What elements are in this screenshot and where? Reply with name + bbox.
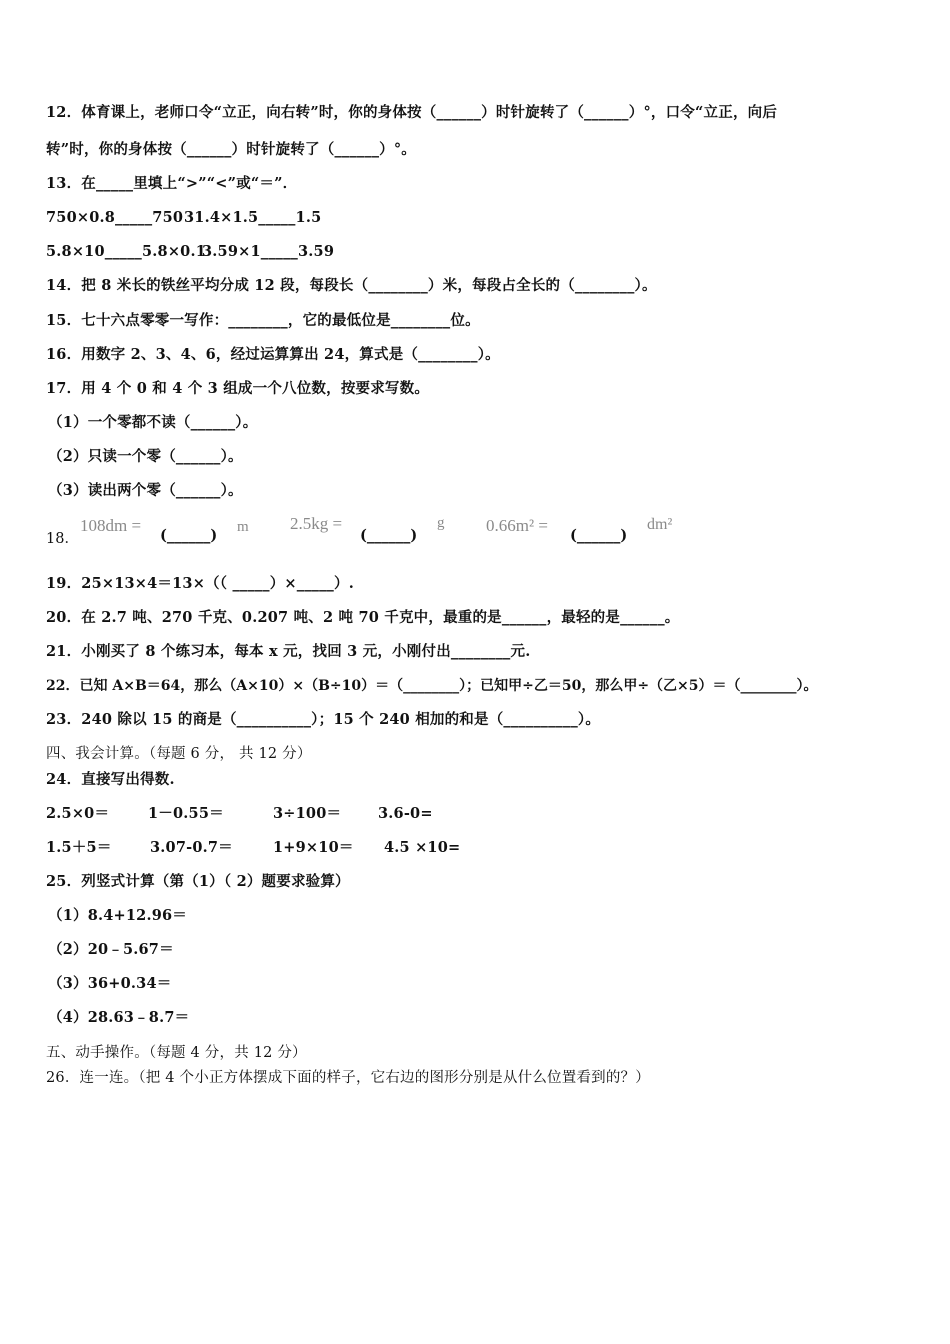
- calc-item: 1+9×10＝: [273, 839, 354, 856]
- calc-item: 3÷100＝: [273, 805, 342, 822]
- question-13: 13．在_____里填上“>”“<”或“＝”．: [46, 175, 298, 192]
- question-18-number: 18．: [46, 531, 79, 547]
- question-17: 17．用 4 个 0 和 4 个 3 组成一个八位数，按要求写数。: [46, 380, 430, 397]
- unit-label: dm²: [647, 516, 673, 533]
- calc-item: 3.6-0=: [378, 805, 433, 822]
- compare-item: 5.8×10_____5.8×0.1: [46, 243, 207, 260]
- question-15: 15．七十六点零零一写作：________，它的最低位是________位。: [46, 312, 480, 329]
- question-25: 25．列竖式计算（第（1）（ 2）题要求验算）: [46, 873, 350, 890]
- answer-blank: (______): [570, 527, 628, 544]
- calc-item: 4.5 ×10=: [384, 839, 461, 856]
- question-19: 19．25×13×4＝13×（（ _____）×_____）.: [46, 575, 354, 592]
- question-17-part-3: （3）读出两个零（______）。: [48, 482, 243, 499]
- question-22: 22．已知 A×B＝64，那么（A×10）×（B÷10）＝（________）；已知甲÷乙＝50，那么甲÷（乙×5）＝（________）。: [46, 678, 818, 694]
- unit-label: m: [237, 519, 249, 535]
- question-25-part-3: （3）36+0.34＝: [48, 975, 172, 992]
- compare-item: 31.4×1.5_____1.5: [184, 209, 322, 226]
- question-21: 21．小刚买了 8 个练习本，每本 x 元，找回 3 元，小刚付出________元.: [46, 643, 531, 660]
- calc-item: 2.5×0＝: [46, 805, 110, 822]
- question-25-part-2: （2）20﹣5.67＝: [48, 941, 174, 958]
- unit-conversion-item: 2.5kg =: [290, 514, 343, 533]
- question-14: 14．把 8 米长的铁丝平均分成 12 段，每段长（________）米，每段占全长的（________）。: [46, 277, 657, 294]
- answer-blank: (______): [160, 527, 218, 544]
- question-17-part-1: （1）一个零都不读（______）。: [48, 414, 258, 431]
- question-23: 23．240 除以 15 的商是（__________）；15 个 240 相加的和是（__________）。: [46, 711, 601, 728]
- question-20: 20．在 2.7 吨、270 千克、0.207 吨、2 吨 70 千克中，最重的是______，最轻的是______。: [46, 609, 680, 626]
- section-5-heading: 五、动手操作。（每题 4 分，共 12 分）: [46, 1045, 307, 1061]
- question-16: 16．用数字 2、3、4、6，经过运算算出 24，算式是（________）。: [46, 346, 500, 363]
- question-25-part-4: （4）28.63﹣8.7＝: [48, 1009, 190, 1026]
- question-26: 26．连一连。（把 4 个小正方体摆成下面的样子，它右边的图形分别是从什么位置看到的？）: [46, 1070, 650, 1086]
- calc-item: 1.5＋5＝: [46, 839, 112, 856]
- unit-conversion-item: 108dm =: [80, 516, 142, 535]
- question-12-line-2: 转”时，你的身体按（______）时针旋转了（______）°。: [46, 141, 416, 158]
- answer-blank: (______): [360, 527, 418, 544]
- compare-item: 3.59×1_____3.59: [202, 243, 335, 260]
- unit-conversion-item: 0.66m² =: [486, 516, 548, 535]
- question-25-part-1: （1）8.4+12.96＝: [48, 907, 187, 924]
- compare-item: 750×0.8_____750: [46, 209, 184, 226]
- question-17-part-2: （2）只读一个零（______）。: [48, 448, 243, 465]
- question-24: 24．直接写出得数.: [46, 771, 175, 788]
- question-12-line-1: 12．体育课上，老师口令“立正，向右转”时，你的身体按（______）时针旋转了（______）°，口令“立正，向后: [46, 104, 778, 121]
- calc-item: 1－0.55＝: [148, 805, 224, 822]
- unit-label: g: [437, 515, 445, 531]
- calc-item: 3.07-0.7＝: [150, 839, 233, 856]
- section-4-heading: 四、我会计算。（每题 6 分， 共 12 分）: [46, 746, 312, 762]
